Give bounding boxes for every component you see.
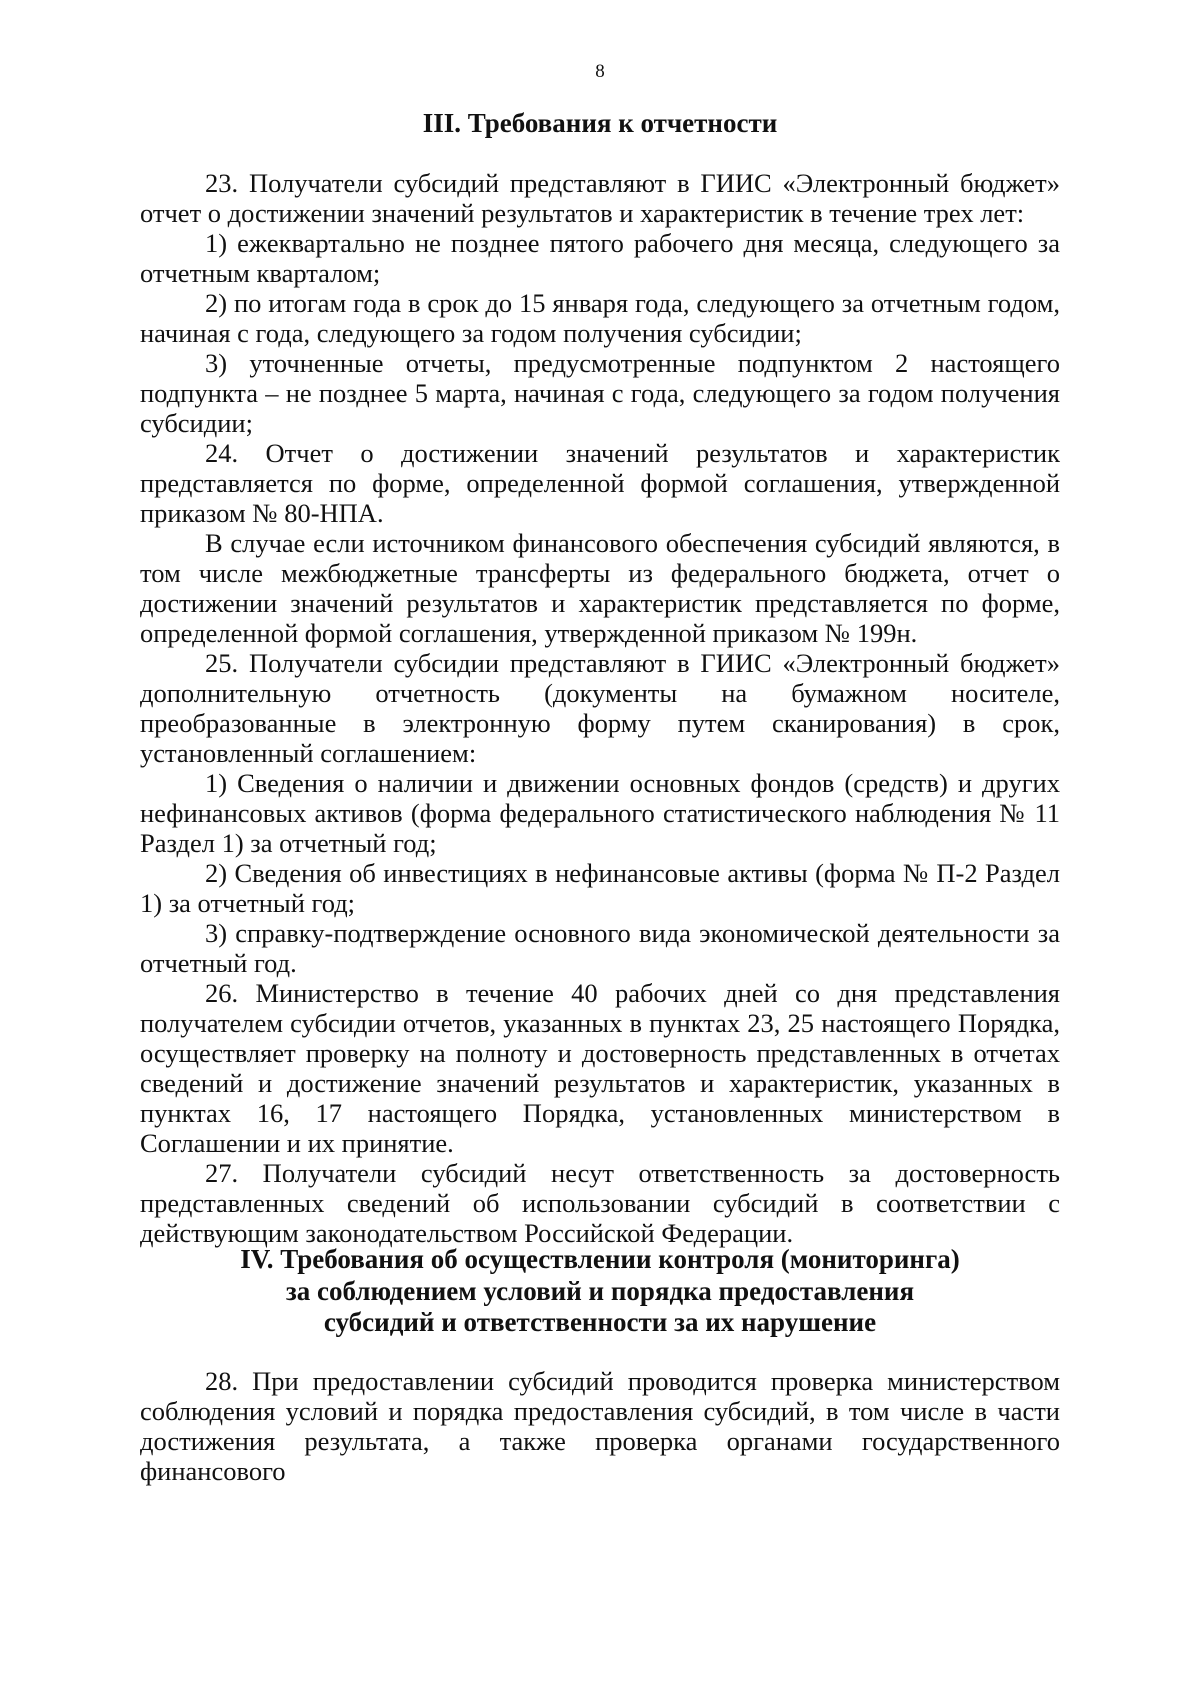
paragraph-28: 28. При предоставлении субсидий проводится проверка министерством соблюдения условий и порядка предоставления субсидий, в том числе в части достижения результата, а также проверка органами государственного финансового [140,1366,1060,1486]
section-4-heading-line: IV. Требования об осуществлении контроля (мониторинга) [240,1244,960,1274]
paragraph-23-item-3: 3) уточненные отчеты, предусмотренные подпунктом 2 настоящего подпункта – не позднее 5 марта, начиная с года, следующего за годом получения субсидии; [140,348,1060,438]
paragraph-23-item-2: 2) по итогам года в срок до 15 января года, следующего за отчетным годом, начиная с года, следующего за годом получения субсидии; [140,288,1060,348]
paragraph-25-item-2: 2) Сведения об инвестициях в нефинансовые активы (форма № П-2 Раздел 1) за отчетный год; [140,858,1060,918]
section-4-body [140,1366,1060,1486]
paragraph-23-item-1: 1) ежеквартально не позднее пятого рабочего дня месяца, следующего за отчетным кварталом; [140,228,1060,288]
paragraph-25-item-3: 3) справку-подтверждение основного вида экономической деятельности за отчетный год. [140,918,1060,978]
paragraph-24: 24. Отчет о достижении значений результатов и характеристик представляется по форме, определенной формой соглашения, утвержденной приказом № 80-НПА. [140,438,1060,528]
page-number: 8 [595,61,605,82]
section-3-body [140,168,1060,1248]
paragraph-26: 26. Министерство в течение 40 рабочих дней со дня представления получателем субсидии отчетов, указанных в пунктах 23, 25 настоящего Порядка, осуществляет проверку на полноту и достоверность представленных в отчетах сведений и достижение значений результатов и характеристик, указанных в пунктах 16, 17 настоящего Порядка, установленных министерством в Соглашении и их принятие. [140,978,1060,1158]
paragraph-24-note: В случае если источником финансового обеспечения субсидий являются, в том числе межбюджетные трансферты из федерального бюджета, отчет о достижении значений результатов и характеристик представляется по форме, определенной формой соглашения, утвержденной приказом № 199н. [140,528,1060,648]
paragraph-25-item-1: 1) Сведения о наличии и движении основных фондов (средств) и других нефинансовых активов (форма федерального статистического наблюдения № 11 Раздел 1) за отчетный год; [140,768,1060,858]
paragraph-27: 27. Получатели субсидий несут ответственность за достоверность представленных сведений об использовании субсидий в соответствии с действующим законодательством Российской Федерации. [140,1158,1060,1248]
section-3-heading: III. Требования к отчетности [422,108,778,138]
section-4-heading-line: субсидий и ответственности за их нарушение [323,1307,877,1337]
paragraph-25: 25. Получатели субсидии представляют в ГИИС «Электронный бюджет» дополнительную отчетность (документы на бумажном носителе, преобразованные в электронную форму путем сканирования) в срок, установленный соглашением: [140,648,1060,768]
section-4-heading-line: за соблюдением условий и порядка предоставления [285,1275,915,1306]
paragraph-23: 23. Получатели субсидий представляют в ГИИС «Электронный бюджет» отчет о достижении значений результатов и характеристик в течение трех лет: [140,168,1060,228]
section-4-heading [140,1244,1060,1339]
